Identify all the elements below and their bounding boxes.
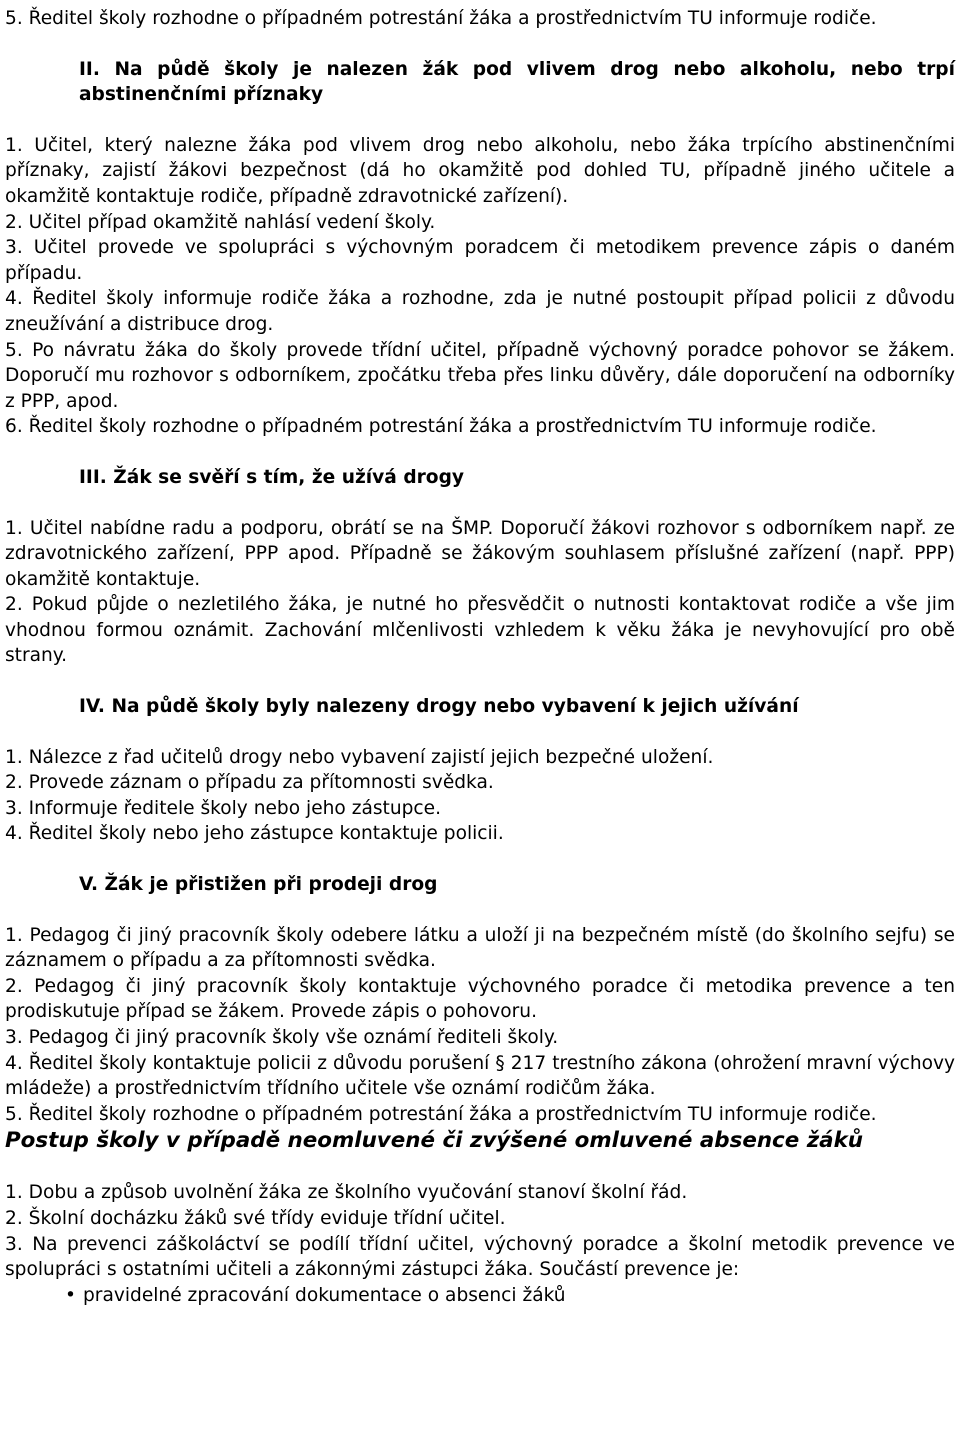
paragraph-item: 5. Ředitel školy rozhodne o případném potrestání žáka a prostřednictvím TU informuje rodiče. [5, 8, 877, 29]
paragraph-item: 3. Informuje ředitele školy nebo jeho zástupce. [5, 797, 441, 819]
paragraph-item: 2. Učitel případ okamžitě nahlásí vedení školy. [5, 211, 436, 233]
paragraph-item: 4. Ředitel školy kontaktuje policii z důvodu porušení § 217 trestního zákona (ohrožení mravní výchovy mládeže) a prostřednictvím třídního učitele vše oznámí rodičům žáka. [5, 1052, 955, 1100]
paragraph-item: 3. Pedagog či jiný pracovník školy vše oznámí řediteli školy. [5, 1027, 559, 1048]
paragraph-item: 2. Pokud půjde o nezletilého žáka, je nutné ho přesvědčit o nutnosti kontaktovat rodiče a vše jim vhodnou formou oznámit. Zachování mlčenlivosti vzhledem k věku žáka je nevyhovující pro obě strany. [5, 594, 955, 667]
paragraph-item: 5. Ředitel školy rozhodne o případném potrestání žáka a prostřednictvím TU informuje rodiče. [5, 1103, 877, 1125]
section-title: III. Žák se svěří s tím, že užívá drogy [79, 466, 465, 488]
section-title: V. Žák je přistižen při prodeji drog [79, 874, 438, 896]
paragraph-item: 2. Školní docházku žáků své třídy eviduje třídní učitel. [5, 1207, 506, 1229]
paragraph-item: 6. Ředitel školy rozhodne o případném potrestání žáka a prostřednictvím TU informuje rodiče. [5, 416, 877, 438]
paragraph-item: 2. Provede záznam o případu za přítomnosti svědka. [5, 772, 494, 794]
bullet-item: • pravidelné zpracování dokumentace o absenci žáků [83, 1283, 955, 1309]
bullet-list [5, 1283, 955, 1309]
paragraph-item: 1. Dobu a způsob uvolnění žáka ze školního vyučování stanoví školní řád. [5, 1182, 688, 1204]
paragraph-item: 3. Na prevenci záškoláctví se podílí třídní učitel, výchovný poradce a školní metodik prevence ve spolupráci s ostatními učiteli a zákonnými zástupci žáka. Součástí prevence je: [5, 1233, 955, 1281]
main-heading: Postup školy v případě neomluvené či zvýšené omluvené absence žáků [5, 1128, 864, 1154]
paragraph-item: 5. Po návratu žáka do školy provede třídní učitel, případně výchovný poradce pohovor se žákem. Doporučí mu rozhovor s odborníkem, zpočátku třeba přes linku důvěry, dále doporučení na odborníky z PPP, apod. [5, 339, 955, 412]
paragraph-item: 1. Pedagog či jiný pracovník školy odebere látku a uloží ji na bezpečném místě (do školního sejfu) se záznamem o případu a za přítomnosti svědka. [5, 924, 955, 972]
paragraph-item: 4. Ředitel školy nebo jeho zástupce kontaktuje policii. [5, 823, 504, 845]
section-title: IV. Na půdě školy byly nalezeny drogy nebo vybavení k jejich užívání [79, 696, 799, 718]
paragraph-item: 1. Nálezce z řad učitelů drogy nebo vybavení zajistí jejich bezpečné uložení. [5, 746, 714, 768]
paragraph-item: 1. Učitel, který nalezne žáka pod vlivem drog nebo alkoholu, nebo žáka trpícího abstinenčními příznaky, zajistí žákovi bezpečnost (dá ho okamžitě pod dohled TU, případně jiného učitele a okamžitě kontaktuje rodiče, případně zdravotnické zařízení). [5, 134, 955, 207]
paragraph-item: 3. Učitel provede ve spolupráci s výchovným poradcem či metodikem prevence zápis o daném případu. [5, 237, 955, 284]
section-title: II. Na půdě školy je nalezen žák pod vlivem drog nebo alkoholu, nebo trpí abstinenčními příznaky [79, 58, 955, 106]
paragraph-item: 1. Učitel nabídne radu a podporu, obrátí se na ŠMP. Doporučí žákovi rozhovor s odborníkem např. ze zdravotnického zařízení, PPP apod. Případně se žákovým souhlasem příslušné zařízení (např. PPP) okamžitě kontaktuje. [5, 517, 955, 590]
paragraph-item: 4. Ředitel školy informuje rodiče žáka a rozhodne, zda je nutné postoupit případ policii z důvodu zneužívání a distribuce drog. [5, 288, 955, 335]
paragraph-item: 2. Pedagog či jiný pracovník školy kontaktuje výchovného poradce či metodika prevence a ten prodiskutuje případ se žákem. Provede zápis o pohovoru. [5, 975, 955, 1023]
